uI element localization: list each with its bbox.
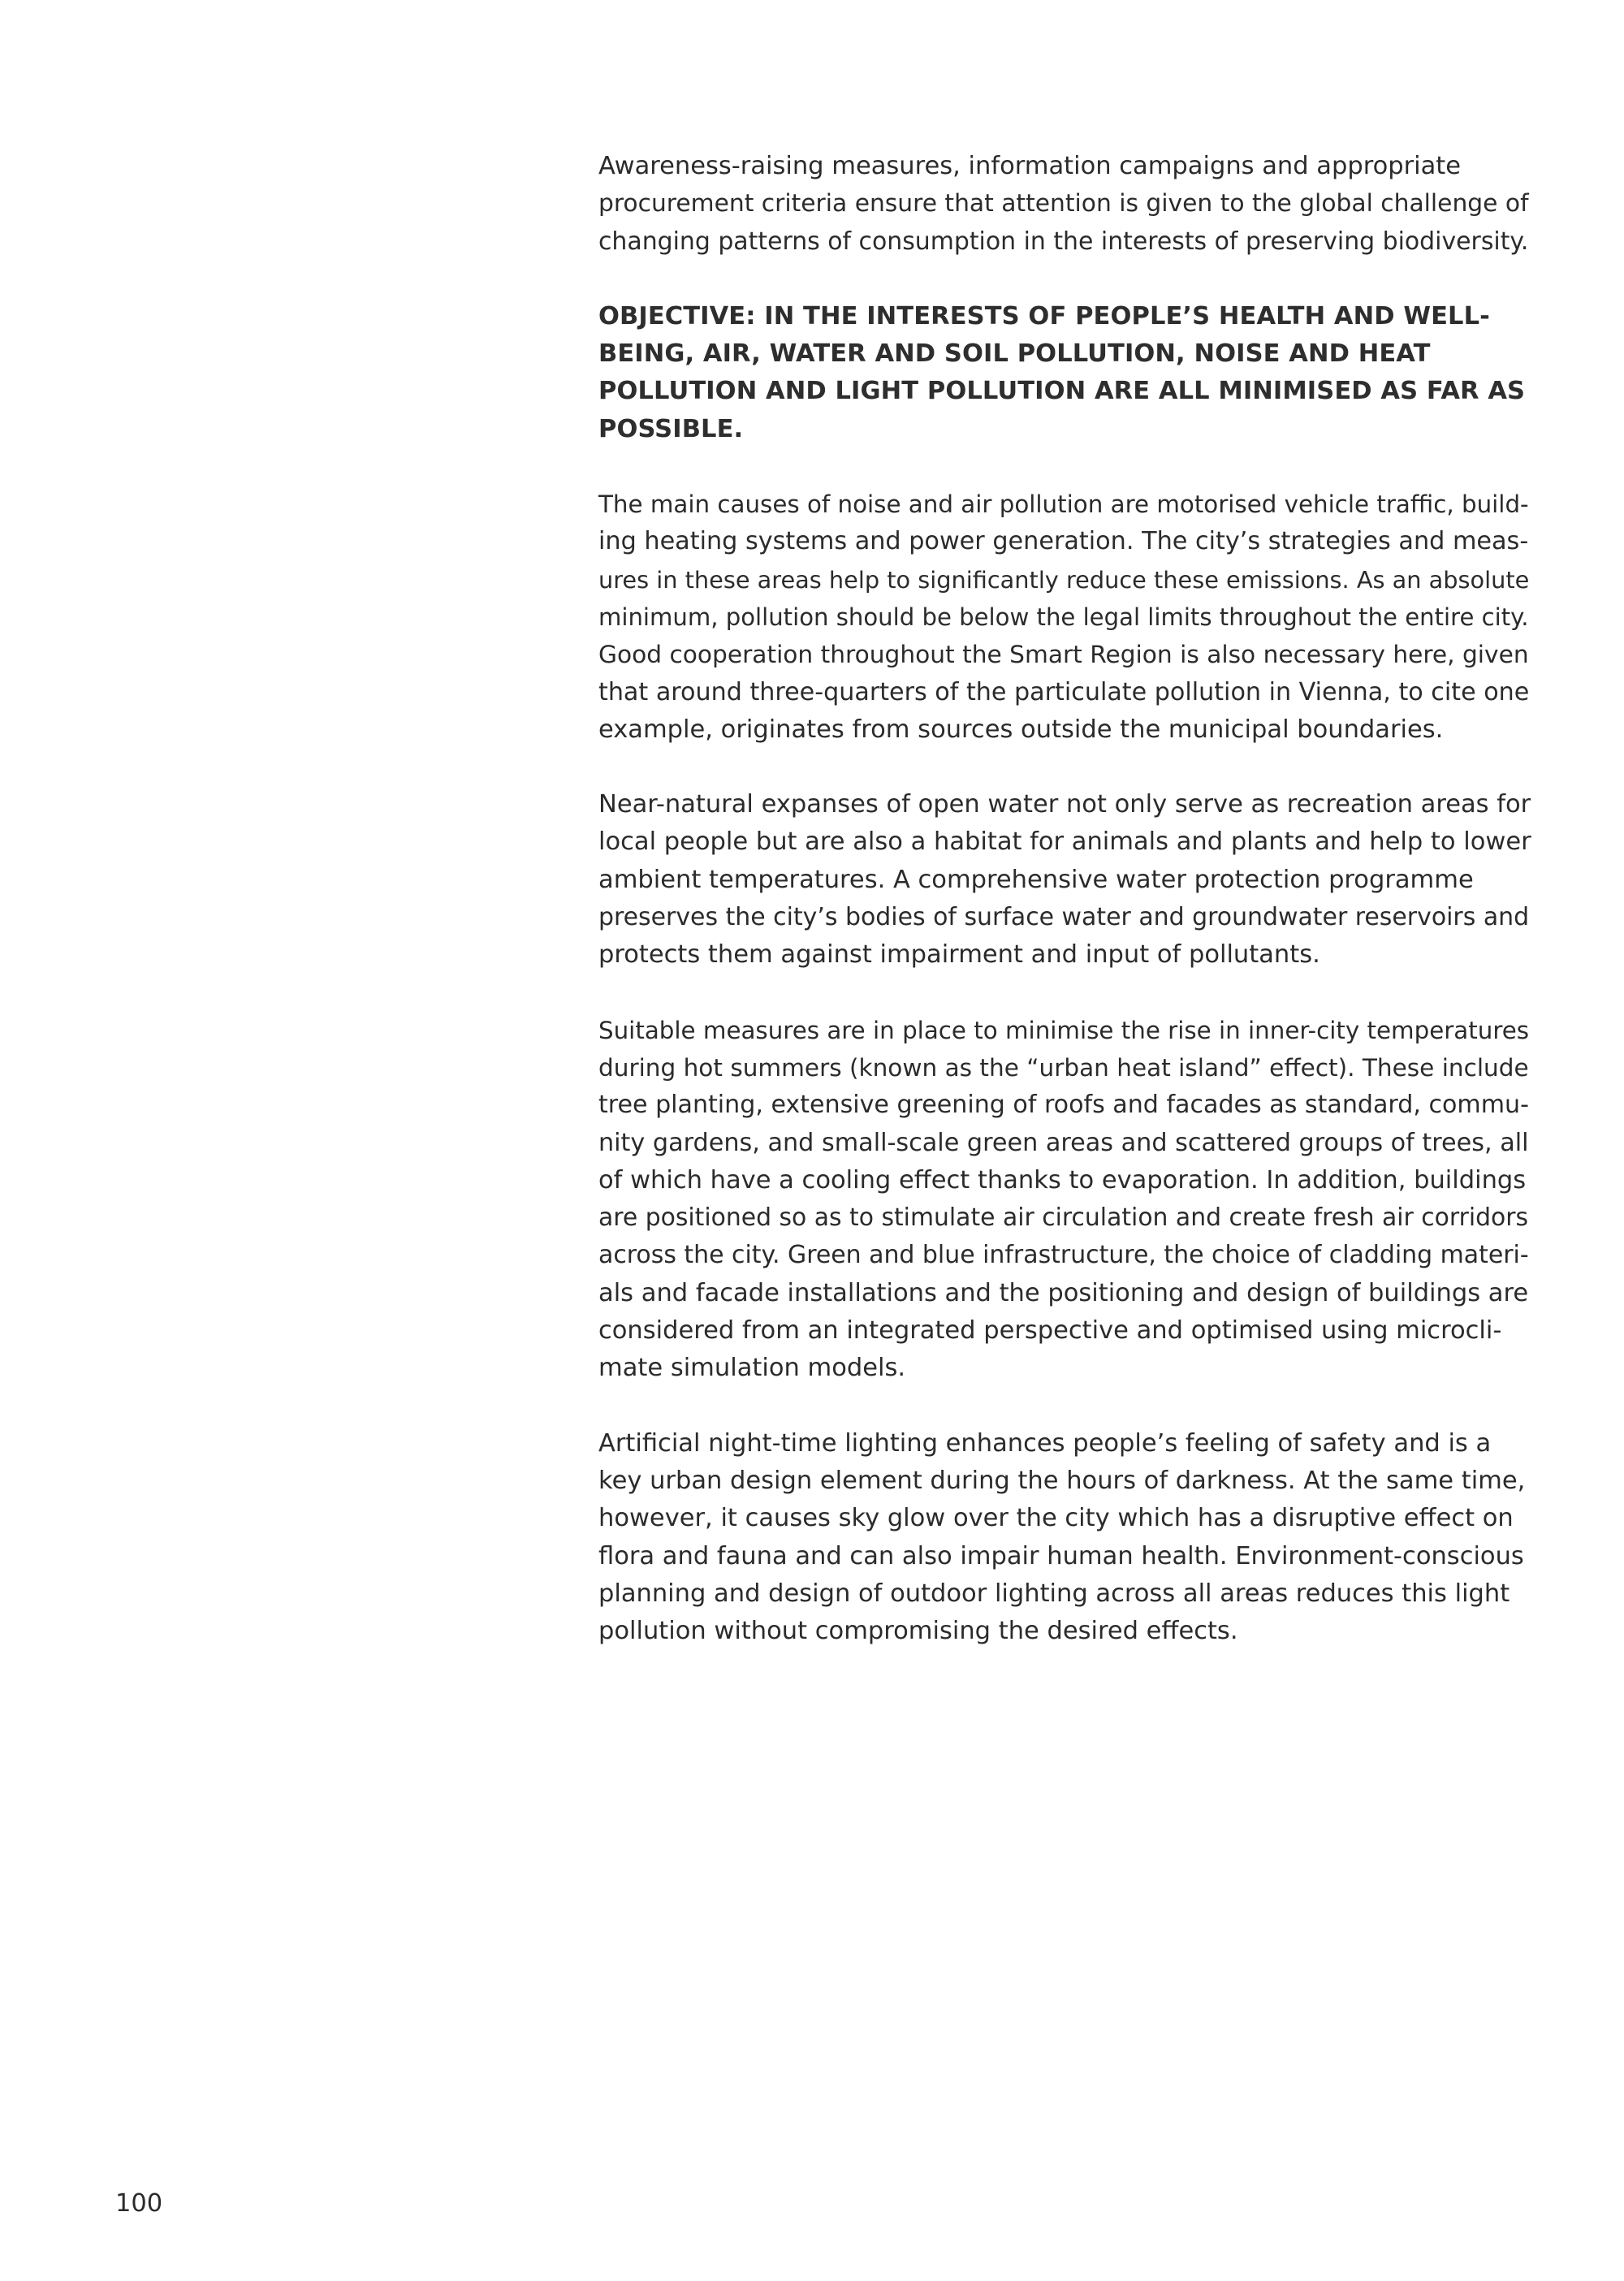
paragraph-urban-heat-island: [598, 1012, 1534, 1388]
text-line: Good cooperation throughout the Smart Region is also necessary here, given: [598, 640, 1529, 669]
paragraph-consumption: [598, 148, 1534, 261]
text-line: Artificial night-time lighting enhances people’s feeling of safety and is a: [598, 1428, 1492, 1458]
page-number: 100: [115, 2189, 163, 2218]
text-line: local people but are also a habitat for animals and plants and help to lower: [598, 827, 1531, 857]
text-line: The main causes of noise and air pollution are motorised vehicle traffic, build-: [598, 490, 1529, 519]
text-line: considered from an integrated perspective and optimised using microcli-: [598, 1316, 1502, 1346]
text-line: nity gardens, and small-scale green areas and scattered groups of trees, all: [598, 1128, 1529, 1157]
text-line: Near-natural expanses of open water not only serve as recreation areas for: [598, 790, 1531, 819]
text-line: during hot summers (known as the “urban heat island” effect). These include: [598, 1053, 1529, 1082]
text-line: planning and design of outdoor lighting across all areas reduces this light: [598, 1579, 1510, 1608]
text-line: mate simulation models.: [598, 1354, 906, 1383]
text-line: changing patterns of consumption in the interests of preserving biodiversity.: [598, 227, 1529, 256]
heading-line: POLLUTION AND LIGHT POLLUTION ARE ALL MINIMISED AS FAR AS: [598, 377, 1526, 406]
text-line: als and facade installations and the positioning and design of buildings are: [598, 1278, 1529, 1307]
paragraph-night-lighting: [598, 1425, 1534, 1651]
text-line: protects them against impairment and input of pollutants.: [598, 940, 1320, 970]
objective-heading: [598, 298, 1534, 448]
text-line: minimum, pollution should be below the legal limits throughout the entire city.: [598, 603, 1529, 631]
text-line: of which have a cooling effect thanks to evaporation. In addition, buildings: [598, 1165, 1527, 1195]
text-line: ing heating systems and power generation. The city’s strategies and meas-: [598, 527, 1529, 556]
text-line: across the city. Green and blue infrastructure, the choice of cladding materi-: [598, 1241, 1529, 1270]
heading-line: BEING, AIR, WATER AND SOIL POLLUTION, NOISE AND HEAT: [598, 339, 1431, 369]
heading-line: POSSIBLE.: [598, 414, 744, 443]
text-line: example, originates from sources outside the municipal boundaries.: [598, 715, 1444, 744]
paragraph-noise-air-pollution: [598, 486, 1534, 749]
text-line: tree planting, extensive greening of roofs and facades as standard, commu-: [598, 1091, 1529, 1120]
text-line: procurement criteria ensure that attention is given to the global challenge of: [598, 189, 1529, 218]
paragraph-open-water: [598, 786, 1534, 974]
text-line: however, it causes sky glow over the city which has a disruptive effect on: [598, 1504, 1514, 1533]
text-line: are positioned so as to stimulate air circulation and create fresh air corridors: [598, 1203, 1529, 1233]
text-line: preserves the city’s bodies of surface water and groundwater reservoirs and: [598, 903, 1530, 932]
heading-line: OBJECTIVE: IN THE INTERESTS OF PEOPLE’S HEALTH AND WELL-: [598, 301, 1490, 330]
text-line: key urban design element during the hours of darkness. At the same time,: [598, 1466, 1526, 1495]
text-line: flora and fauna and can also impair human health. Environment-conscious: [598, 1541, 1524, 1570]
text-column: [598, 148, 1534, 1687]
text-line: ures in these areas help to significantly reduce these emissions. As an absolute: [598, 565, 1530, 594]
text-line: Suitable measures are in place to minimise the rise in inner-city temperatures: [598, 1016, 1530, 1044]
text-line: that around three-quarters of the particulate pollution in Vienna, to cite one: [598, 677, 1530, 706]
text-line: pollution without compromising the desired effects.: [598, 1617, 1238, 1646]
text-line: ambient temperatures. A comprehensive water protection programme: [598, 865, 1474, 894]
text-line: Awareness-raising measures, information campaigns and appropriate: [598, 152, 1462, 180]
